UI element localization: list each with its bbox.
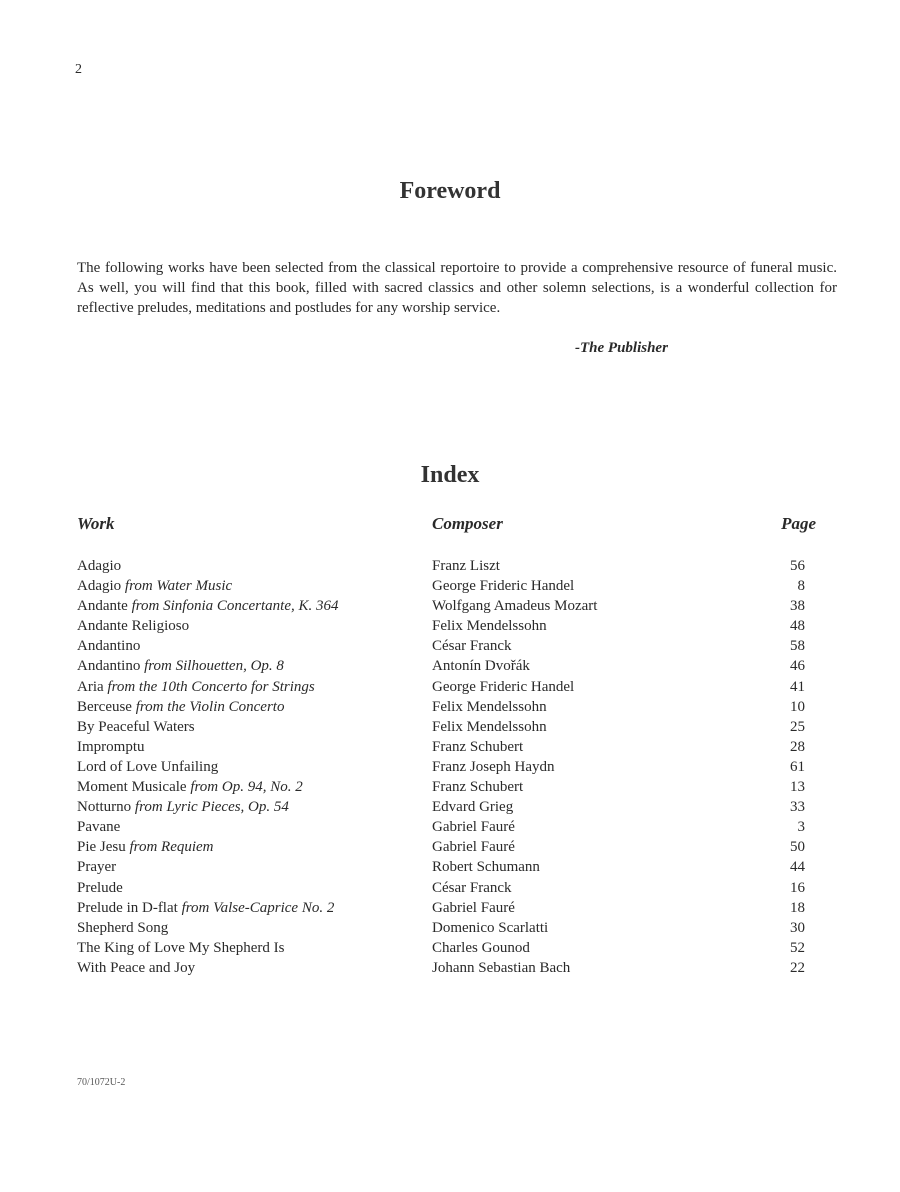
work-name: Andante: [77, 598, 128, 615]
work-title: [77, 596, 339, 616]
composer-name: Franz Schubert: [432, 779, 524, 796]
composer-name: Edvard Grieg: [432, 799, 514, 816]
work-name: Notturno: [77, 799, 132, 816]
page-number-cell: 8: [797, 578, 805, 595]
work-name: Lord of Love Unfailing: [77, 758, 219, 775]
work-title: [77, 878, 123, 898]
index-row: [0, 837, 900, 857]
work-name: Prelude in D-flat: [77, 899, 178, 916]
work-name: Andantino: [77, 638, 141, 655]
page-number-cell: 30: [790, 919, 805, 936]
composer-column-header: Composer: [432, 514, 503, 533]
work-source: from Water Music: [124, 578, 233, 595]
work-name: Berceuse: [77, 698, 132, 715]
index-row: [0, 898, 900, 918]
work-source: from Sinfonia Concertante, K. 364: [131, 598, 339, 615]
composer-name: Franz Joseph Haydn: [432, 758, 555, 775]
work-source: from Requiem: [129, 839, 214, 856]
index-row: [0, 636, 900, 656]
page-number-cell: 10: [790, 698, 805, 715]
work-title: [77, 757, 218, 777]
composer-name: Gabriel Fauré: [432, 899, 515, 916]
page-number-cell: 52: [790, 939, 805, 956]
work-name: Adagio: [77, 558, 122, 574]
work-name: With Peace and Joy: [77, 959, 196, 976]
work-source: from Silhouetten, Op. 8: [144, 658, 284, 675]
index-row: [0, 556, 900, 576]
work-title: [77, 837, 214, 857]
composer-name: Wolfgang Amadeus Mozart: [432, 598, 598, 615]
page-number-cell: 48: [790, 618, 805, 635]
work-title: [77, 697, 284, 717]
catalog-code: 70/1072U-2: [77, 1077, 126, 1088]
work-source: from Valse-Caprice No. 2: [181, 899, 335, 916]
index-row: [0, 757, 900, 777]
page-number-cell: 41: [790, 678, 805, 695]
foreword-title: Foreword: [399, 178, 501, 204]
work-title: [77, 777, 303, 797]
work-title: [77, 677, 315, 697]
work-source: from the Violin Concerto: [135, 698, 285, 715]
page-number-cell: 22: [790, 959, 805, 976]
work-name: Prayer: [77, 859, 117, 876]
composer-name: Felix Mendelssohn: [432, 618, 547, 635]
work-source: from Lyric Pieces, Op. 54: [134, 799, 289, 816]
work-title: [77, 797, 289, 817]
page-number-cell: 33: [790, 799, 805, 816]
work-title: [77, 656, 284, 676]
work-column-header: Work: [77, 514, 115, 533]
work-title: [77, 616, 189, 636]
page-number-cell: 38: [790, 598, 805, 615]
index-row: [0, 677, 900, 697]
work-title: [77, 576, 232, 596]
composer-name: Antonín Dvořák: [432, 658, 530, 675]
work-title: [77, 556, 121, 576]
index-row: [0, 596, 900, 616]
page-number-cell: 46: [790, 658, 805, 675]
index-row: [0, 878, 900, 898]
foreword-text: The following works have been selected from the classical reportoire to provide a comprehensive resource of funeral music. As well, you will find that this book, filled with sacred classics and other solemn selections, is a wonderful collection for reflective preludes, meditations and postludes for any worship service.: [77, 260, 837, 316]
work-name: Shepherd Song: [77, 919, 169, 936]
index-row: [0, 918, 900, 938]
composer-name: Felix Mendelssohn: [432, 718, 547, 735]
work-source: from the 10th Concerto for Strings: [107, 678, 315, 695]
composer-name: Gabriel Fauré: [432, 819, 515, 836]
index-table: [0, 556, 900, 978]
index-row: [0, 656, 900, 676]
page-number-cell: 44: [790, 859, 805, 876]
work-title: [77, 636, 140, 656]
composer-name: César Franck: [432, 879, 512, 896]
page-number-cell: 50: [790, 839, 805, 856]
index-row: [0, 958, 900, 978]
page-number-cell: 18: [790, 899, 805, 916]
work-title: [77, 938, 284, 958]
work-title: [77, 857, 116, 877]
work-title: [77, 717, 195, 737]
work-name: Andantino: [77, 658, 141, 675]
page-column-header: Page: [781, 514, 816, 533]
index-row: [0, 717, 900, 737]
index-row: [0, 777, 900, 797]
work-name: The King of Love My Shepherd Is: [77, 939, 285, 956]
work-title: [77, 817, 120, 837]
composer-name: Franz Liszt: [432, 558, 500, 574]
work-title: [77, 918, 168, 938]
work-name: Prelude: [77, 879, 123, 896]
composer-name: Johann Sebastian Bach: [432, 959, 571, 976]
composer-name: Charles Gounod: [432, 939, 530, 956]
page-number-cell: 28: [790, 738, 805, 755]
work-name: Moment Musicale: [77, 779, 187, 796]
page-number-cell: 61: [790, 758, 805, 775]
page-number-cell: 58: [790, 638, 805, 655]
page-number-cell: 56: [790, 558, 805, 574]
index-row: [0, 697, 900, 717]
index-row: [0, 737, 900, 757]
composer-name: George Frideric Handel: [432, 678, 575, 695]
page-number: 2: [75, 62, 82, 77]
work-title: [77, 958, 195, 978]
work-title: [77, 898, 334, 918]
index-title: Index: [420, 462, 480, 488]
work-name: Aria: [77, 678, 104, 695]
page-number-cell: 25: [790, 718, 805, 735]
work-name: Adagio: [77, 578, 122, 595]
composer-name: Franz Schubert: [432, 738, 524, 755]
work-name: Pavane: [77, 819, 121, 836]
publisher-signature: -The Publisher: [575, 340, 668, 356]
composer-name: George Frideric Handel: [432, 578, 575, 595]
page-number-cell: 16: [790, 879, 805, 896]
work-title: [77, 737, 145, 757]
work-name: Impromptu: [77, 738, 145, 755]
work-name: Andante Religioso: [77, 618, 190, 635]
composer-name: César Franck: [432, 638, 512, 655]
index-row: [0, 616, 900, 636]
composer-name: Robert Schumann: [432, 859, 540, 876]
index-row: [0, 938, 900, 958]
composer-name: Gabriel Fauré: [432, 839, 515, 856]
work-name: Pie Jesu: [77, 839, 126, 856]
index-row: [0, 857, 900, 877]
index-row: [0, 817, 900, 837]
page-number-cell: 13: [790, 779, 805, 796]
page-number-cell: 3: [797, 819, 805, 836]
work-source: from Op. 94, No. 2: [190, 779, 303, 796]
composer-name: Felix Mendelssohn: [432, 698, 547, 715]
composer-name: Domenico Scarlatti: [432, 919, 549, 936]
index-row: [0, 797, 900, 817]
work-name: By Peaceful Waters: [77, 718, 195, 735]
index-row: [0, 576, 900, 596]
